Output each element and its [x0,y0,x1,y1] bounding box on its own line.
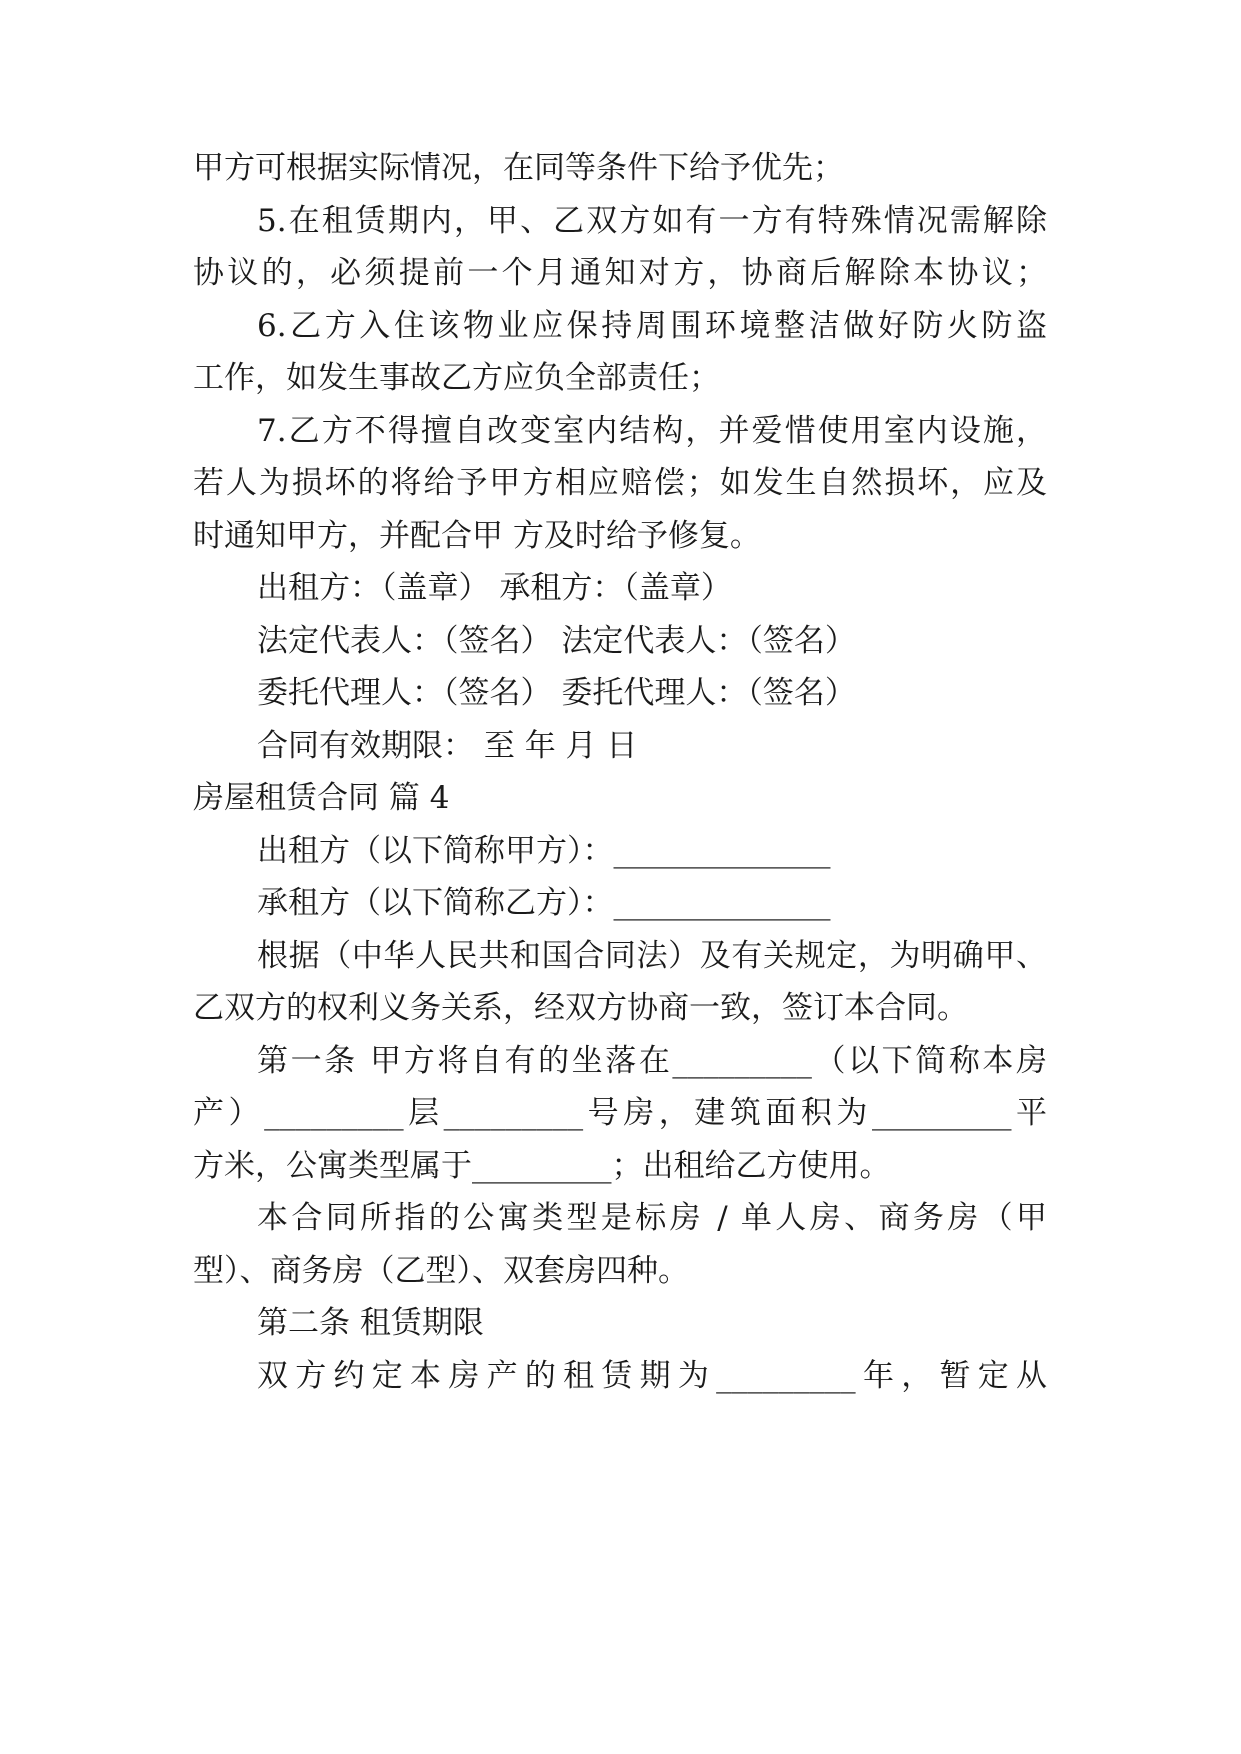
article-1-line-1: 第一条 甲方将自有的坐落在_________（以下简称本房 [257,1043,1047,1079]
lessor-field-line: 出租方（以下简称甲方）：______________ [257,833,831,869]
clause-7-line-2: 若人为损坏的将给予甲方相应赔偿；如发生自然损坏，应及 [193,465,1047,501]
article-1-line-3: 方米，公寓类型属于_________；出租给乙方使用。 [193,1148,891,1184]
signature-seal-line: 出租方：（盖章） 承租方：（盖章） [257,570,732,606]
clause-5-line-2: 协议的，必须提前一个月通知对方，协商后解除本协议； [193,255,1047,291]
paragraph-line: 甲方可根据实际情况，在同等条件下给予优先； [193,150,844,186]
article-2-line-1: 双方约定本房产的租赁期为_________年，暂定从 [257,1358,1047,1394]
apartment-types-line-1: 本合同所指的公寓类型是标房 / 单人房、商务房（甲 [257,1200,1047,1236]
apartment-types-line-2: 型）、商务房（乙型）、双套房四种。 [193,1253,689,1289]
article-1-line-2: 产）_________层_________号房，建筑面积为_________平 [193,1095,1047,1131]
signature-representative-line: 法定代表人：（签名） 法定代表人：（签名） [257,623,856,659]
clause-6-line-1: 6.乙方入住该物业应保持周围环境整洁做好防火防盗 [257,308,1047,344]
section-title: 房屋租赁合同 篇 4 [193,780,450,816]
article-2-heading: 第二条 租赁期限 [257,1305,484,1341]
preamble-line-2: 乙双方的权利义务关系，经双方协商一致，签订本合同。 [193,990,968,1026]
lessee-field-line: 承租方（以下简称乙方）：______________ [257,885,831,921]
preamble-line-1: 根据（中华人民共和国合同法）及有关规定，为明确甲、 [257,938,1047,974]
clause-5-line-1: 5.在租赁期内，甲、乙双方如有一方有特殊情况需解除 [257,203,1047,239]
validity-period-line: 合同有效期限： 至 年 月 日 [257,728,638,764]
clause-7-line-1: 7.乙方不得擅自改变室内结构，并爱惜使用室内设施， [257,413,1047,449]
signature-agent-line: 委托代理人：（签名） 委托代理人：（签名） [257,675,856,711]
clause-7-line-3: 时通知甲方，并配合甲 方及时给予修复。 [193,518,761,554]
clause-6-line-2: 工作，如发生事故乙方应负全部责任； [193,360,720,396]
